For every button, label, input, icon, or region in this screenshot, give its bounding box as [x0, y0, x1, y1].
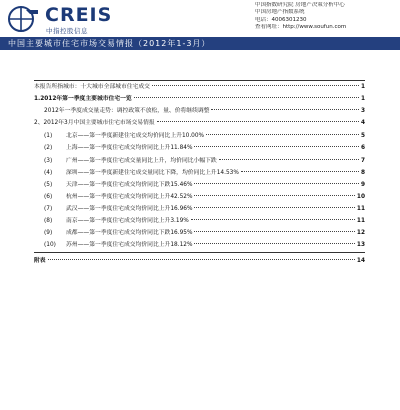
toc-item-index: (10) [44, 242, 56, 248]
toc-entry-section-1[interactable] [34, 95, 365, 104]
toc-entry-item[interactable] [34, 193, 365, 202]
toc-page-number: 11 [356, 218, 365, 224]
toc-entry-item[interactable] [34, 169, 365, 178]
toc-entry-label: 成都——第一季度住宅成交均价同比下跌16.95% [66, 230, 193, 236]
toc-entry-label: 附表 [34, 258, 46, 264]
toc-entry-label: 上海——第一季度住宅成交均价同比上升11.84% [66, 145, 193, 151]
toc-leader-dots [134, 96, 359, 98]
toc-page-number: 7 [360, 158, 365, 164]
toc-leader-dots [194, 230, 354, 232]
toc-entry-label: 苏州——第一季度住宅成交均价同比上升18.12% [66, 242, 193, 248]
toc-page-number: 12 [356, 230, 365, 236]
toc-entry-label: 南京——第一季度住宅成交均价同比上升3.19% [66, 218, 189, 224]
toc-item-index: (5) [44, 182, 53, 188]
toc-page-number: 9 [360, 182, 365, 188]
toc-item-index: (3) [44, 158, 53, 164]
page-header [0, 0, 400, 37]
toc-entry-item[interactable] [34, 132, 365, 141]
toc-leader-dots [194, 145, 359, 147]
toc-page-number: 8 [360, 170, 365, 176]
toc-entry-label: 杭州——第一季度住宅成交均价同比上升42.52% [66, 194, 193, 200]
toc-leader-dots [241, 170, 359, 172]
divider [34, 252, 365, 253]
toc-entry-item[interactable] [34, 144, 365, 153]
toc-leader-dots [48, 258, 355, 260]
toc-item-index: (6) [44, 194, 53, 200]
toc-leader-dots [152, 84, 359, 86]
toc-entry-intro[interactable] [34, 83, 365, 92]
header-info-line: 中国指数研究院 房地产决策分析中心 [255, 2, 345, 8]
toc-leader-dots [157, 120, 359, 122]
toc-page-number: 6 [360, 145, 365, 151]
toc-leader-dots [191, 218, 355, 220]
toc-entry-item[interactable] [34, 181, 365, 190]
toc-leader-dots [194, 194, 354, 196]
toc-item-index: (7) [44, 206, 53, 212]
toc-entry-section-2[interactable] [34, 119, 365, 128]
toc-entry-item[interactable] [34, 241, 365, 250]
toc-entry-item[interactable] [34, 157, 365, 166]
toc-entry-label: 2、2012年3月中国主要城市住宅市场交易情报 [34, 120, 155, 126]
toc-page-number: 4 [360, 120, 365, 126]
toc-page-number: 10 [356, 194, 365, 200]
header-contact-info [255, 2, 395, 32]
logo-wordmark: CREIS [45, 4, 113, 26]
toc-item-index: (2) [44, 145, 53, 151]
toc-page-number: 13 [356, 242, 365, 248]
toc-entry-item[interactable] [34, 217, 365, 226]
toc-entry-label: 天津——第一季度住宅成交均价同比下跌15.46% [66, 182, 193, 188]
logo-subtitle: 中指控股信息 [46, 27, 88, 35]
toc-leader-dots [194, 182, 359, 184]
toc-leader-dots [206, 133, 359, 135]
toc-page-number: 14 [356, 258, 365, 264]
toc-entry-label: 北京——第一季度新建住宅成交均价同比上升10.00% [66, 133, 205, 139]
toc-leader-dots [211, 108, 358, 110]
header-info-line: 中国房地产指数系统 [255, 9, 305, 16]
creis-logo-icon [6, 5, 40, 33]
toc-entry-label: 武汉——第一季度住宅成交均价同比上升16.96% [66, 206, 193, 212]
report-title: 中国主要城市住宅市场交易情报（2012年1-3月） [8, 39, 211, 48]
toc-item-index: (9) [44, 230, 53, 236]
header-info-line: 电话：4006301230 [255, 16, 307, 23]
toc-entry-section-1-sub[interactable] [34, 107, 365, 116]
toc-page-number: 1 [360, 84, 365, 90]
toc-leader-dots [219, 158, 359, 160]
report-title-bar [0, 37, 400, 50]
toc-entry-item[interactable] [34, 229, 365, 238]
toc-entry-item[interactable] [34, 205, 365, 214]
toc-page-number: 11 [356, 206, 365, 212]
toc-entry-label: 深圳——第一季度新建住宅成交量同比下降，均价同比上升14.53% [66, 170, 239, 176]
divider [34, 80, 365, 81]
toc-entry-label: 2012年一季度成交量走势：调控政策不放松，量、价将继续调整 [44, 108, 210, 114]
toc-item-index: (4) [44, 170, 53, 176]
toc-entry-label: 本报告所指城市：十大城市全部城市住宅成交 [34, 84, 150, 90]
toc-item-index: (8) [44, 218, 53, 224]
toc-page-number: 3 [360, 108, 365, 114]
toc-leader-dots [194, 242, 354, 244]
toc-entry-appendix[interactable] [34, 257, 365, 266]
toc-leader-dots [194, 206, 354, 208]
toc-page-number: 1 [360, 96, 365, 102]
toc-item-index: (1) [44, 133, 53, 139]
toc-page-number: 5 [360, 133, 365, 139]
toc-entry-label: 1.2012年第一季度主要城市住宅一览 [34, 96, 132, 102]
header-info-line: 查看网址：http://www.soufun.com [255, 24, 347, 31]
toc-entry-label: 广州——第一季度住宅成交量同比上升，均价同比小幅下跌 [66, 158, 217, 164]
